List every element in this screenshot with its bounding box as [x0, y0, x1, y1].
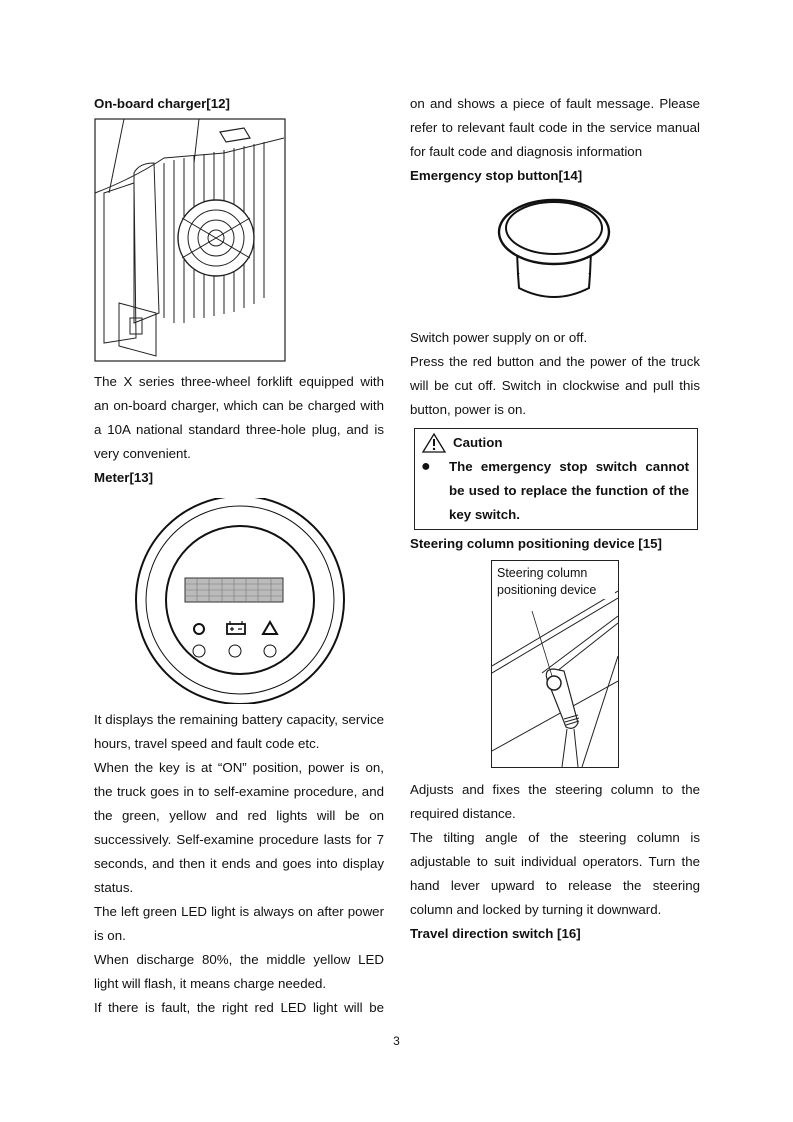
- steering-paragraph: The tilting angle of the steering column is adjustable to suit individual operators. Turn the hand lever upward to release the steering column and locked by turning it downward.: [410, 830, 700, 917]
- caution-label: Caution: [453, 435, 503, 450]
- section-heading-charger: On-board charger[12]: [94, 96, 230, 111]
- caution-item: [421, 455, 689, 527]
- section-heading-travel-direction: Travel direction switch [16]: [410, 926, 581, 941]
- steering-paragraph: Adjusts and fixes the steering column to the required distance.: [410, 782, 700, 821]
- steering-figure: [491, 560, 619, 768]
- emergency-stop-button-drawing: [410, 192, 700, 318]
- meter-paragraph: The left green LED light is always on after power is on.: [94, 904, 384, 943]
- meter-paragraph: When discharge 80%, the middle yellow LED light will flash, it means charge needed.: [94, 952, 384, 991]
- section-heading-meter: Meter[13]: [94, 470, 154, 485]
- meter-continued-text: on and shows a piece of fault message. Please refer to relevant fault code in the service manual for fault code and diagnosis information: [410, 96, 700, 159]
- on-board-charger-drawing: [94, 118, 286, 362]
- emergency-stop-paragraph: Switch power supply on or off.: [410, 330, 588, 345]
- meter-drawing: [94, 498, 384, 704]
- power-icon: [194, 624, 204, 634]
- bullet-icon: ●: [421, 458, 431, 475]
- green-led: [193, 645, 205, 657]
- emergency-stop-paragraph: Press the red button and the power of the truck will be cut off. Switch in clockwise and pull this button, power is on.: [410, 354, 700, 417]
- section-heading-steering: Steering column positioning device [15]: [410, 536, 662, 551]
- right-column: [410, 92, 700, 946]
- left-column: [94, 92, 384, 1020]
- warning-triangle-icon: [421, 432, 447, 454]
- meter-paragraph: When the key is at “ON” position, power is on, the truck goes in to self-examine procedure, and the green, yellow and red lights will be on successively. Self-examine procedure lasts for 7 seconds, and then it ends and goes into display status.: [94, 760, 384, 895]
- section-heading-emergency-stop: Emergency stop button[14]: [410, 168, 583, 183]
- warning-icon: [263, 622, 277, 634]
- yellow-led: [229, 645, 241, 657]
- steering-callout-label: Steering column positioning device: [497, 565, 615, 599]
- caution-box: [414, 428, 698, 530]
- charger-description: The X series three-wheel forklift equipped with an on-board charger, which can be charged with a 10A national standard three-hole plug, and is very convenient.: [94, 374, 384, 461]
- red-led: [264, 645, 276, 657]
- meter-paragraph: It displays the remaining battery capacity, service hours, travel speed and fault code etc.: [94, 712, 384, 751]
- caution-title: [421, 431, 689, 455]
- meter-paragraph: If there is fault, the right red LED light will be: [94, 1000, 384, 1015]
- caution-item-text: The emergency stop switch cannot be used to replace the function of the key switch.: [449, 459, 689, 522]
- battery-icon: [227, 621, 245, 634]
- lcd-display: [185, 578, 283, 602]
- page-number: 3: [393, 1034, 400, 1048]
